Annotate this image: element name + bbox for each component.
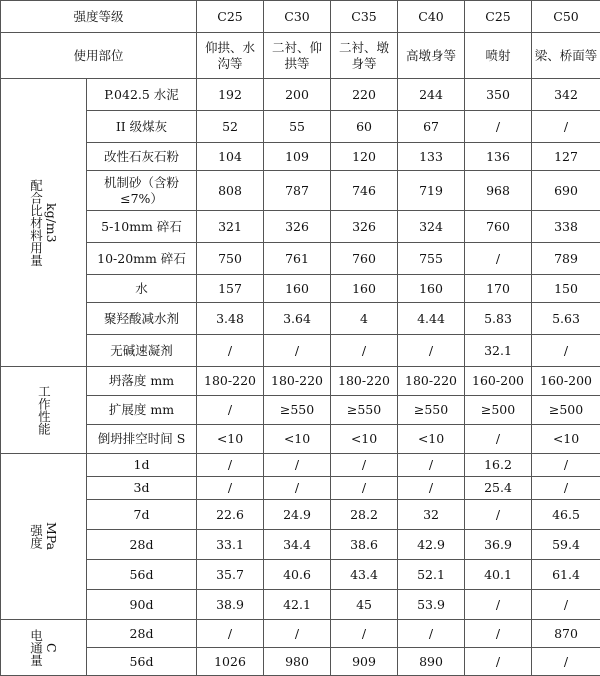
value-cell: / — [465, 243, 532, 275]
row-name: P.042.5 水泥 — [87, 79, 197, 111]
value-cell: 200 — [264, 79, 331, 111]
value-cell: <10 — [398, 425, 465, 454]
table-row — [1, 500, 600, 530]
value-cell: <10 — [532, 425, 600, 454]
grade-label: 强度等级 — [1, 1, 197, 33]
value-cell: / — [465, 425, 532, 454]
value-cell: 52 — [197, 111, 264, 143]
value-cell: 789 — [532, 243, 600, 275]
value-cell: 28.2 — [331, 500, 398, 530]
value-cell: / — [197, 454, 264, 477]
value-cell: 746 — [331, 171, 398, 211]
value-cell: 244 — [398, 79, 465, 111]
row-name: 10-20mm 碎石 — [87, 243, 197, 275]
value-cell: 3.64 — [264, 303, 331, 335]
grade-cell: C30 — [264, 1, 331, 33]
value-cell: 22.6 — [197, 500, 264, 530]
value-cell: 32.1 — [465, 335, 532, 367]
value-cell: 160-200 — [532, 367, 600, 396]
group-label-text: kg/m3 — [44, 203, 60, 243]
value-cell: 4.44 — [398, 303, 465, 335]
value-cell: 324 — [398, 211, 465, 243]
value-cell: 32 — [398, 500, 465, 530]
value-cell: 127 — [532, 143, 600, 171]
row-name: 无碱速凝剂 — [87, 335, 197, 367]
value-cell: / — [331, 620, 398, 648]
value-cell: 719 — [398, 171, 465, 211]
group-label-text: 工作性能 — [36, 385, 52, 435]
value-cell: 350 — [465, 79, 532, 111]
value-cell: 104 — [197, 143, 264, 171]
value-cell: ≥500 — [532, 396, 600, 425]
value-cell: / — [532, 335, 600, 367]
value-cell: 326 — [331, 211, 398, 243]
group-label-text: 强度 — [28, 524, 44, 549]
value-cell: <10 — [331, 425, 398, 454]
row-name: 倒坍排空时间 S — [87, 425, 197, 454]
value-cell: <10 — [264, 425, 331, 454]
grade-cell: C25 — [465, 1, 532, 33]
row-name: 坍落度 mm — [87, 367, 197, 396]
table-row — [1, 560, 600, 590]
value-cell: 60 — [331, 111, 398, 143]
row-name: 56d — [87, 648, 197, 676]
usage-cell: 仰拱、水沟等 — [197, 33, 264, 79]
value-cell: 808 — [197, 171, 264, 211]
value-cell: / — [398, 477, 465, 500]
usage-cell: 二衬、墩身等 — [331, 33, 398, 79]
grade-cell: C50 — [532, 1, 600, 33]
value-cell: / — [331, 335, 398, 367]
value-cell: / — [532, 454, 600, 477]
value-cell: / — [398, 454, 465, 477]
value-cell: 180-220 — [331, 367, 398, 396]
value-cell: 25.4 — [465, 477, 532, 500]
value-cell: 55 — [264, 111, 331, 143]
group-label-wrap — [3, 179, 84, 267]
value-cell: 5.63 — [532, 303, 600, 335]
value-cell: 342 — [532, 79, 600, 111]
value-cell: <10 — [197, 425, 264, 454]
table-row — [1, 620, 600, 648]
group-work-label — [1, 367, 87, 454]
usage-cell: 梁、桥面等 — [532, 33, 600, 79]
value-cell: 890 — [398, 648, 465, 676]
value-cell: 160-200 — [465, 367, 532, 396]
usage-cell: 喷射 — [465, 33, 532, 79]
value-cell: / — [465, 590, 532, 620]
table-row — [1, 143, 600, 171]
value-cell: / — [197, 396, 264, 425]
table-row — [1, 454, 600, 477]
value-cell: 40.6 — [264, 560, 331, 590]
value-cell: / — [532, 648, 600, 676]
value-cell: / — [465, 620, 532, 648]
grade-cell: C40 — [398, 1, 465, 33]
value-cell: 1026 — [197, 648, 264, 676]
group-label-text: 配合比材料用量 — [28, 179, 44, 267]
group-strength-label — [1, 454, 87, 620]
table-row — [1, 530, 600, 560]
table-row — [1, 243, 600, 275]
group-label-text: MPa — [44, 522, 60, 550]
value-cell: 192 — [197, 79, 264, 111]
group-label-wrap — [3, 522, 84, 550]
value-cell: / — [465, 500, 532, 530]
value-cell: 160 — [264, 275, 331, 303]
row-name: 改性石灰石粉 — [87, 143, 197, 171]
table-row — [1, 171, 600, 211]
grade-cell: C35 — [331, 1, 398, 33]
value-cell: 59.4 — [532, 530, 600, 560]
value-cell: 67 — [398, 111, 465, 143]
grade-cell: C25 — [197, 1, 264, 33]
value-cell: / — [465, 111, 532, 143]
value-cell: 53.9 — [398, 590, 465, 620]
value-cell: 338 — [532, 211, 600, 243]
value-cell: 326 — [264, 211, 331, 243]
value-cell: / — [264, 620, 331, 648]
row-name: 56d — [87, 560, 197, 590]
table-body — [1, 1, 600, 676]
row-name: 扩展度 mm — [87, 396, 197, 425]
value-cell: 109 — [264, 143, 331, 171]
value-cell: 787 — [264, 171, 331, 211]
row-name: 28d — [87, 530, 197, 560]
value-cell: 120 — [331, 143, 398, 171]
value-cell: 4 — [331, 303, 398, 335]
value-cell: 755 — [398, 243, 465, 275]
row-name: 1d — [87, 454, 197, 477]
value-cell: 157 — [197, 275, 264, 303]
value-cell: 3.48 — [197, 303, 264, 335]
value-cell: 52.1 — [398, 560, 465, 590]
value-cell: 321 — [197, 211, 264, 243]
value-cell: 42.1 — [264, 590, 331, 620]
value-cell: 46.5 — [532, 500, 600, 530]
value-cell: 61.4 — [532, 560, 600, 590]
row-name: 90d — [87, 590, 197, 620]
value-cell: / — [398, 620, 465, 648]
value-cell: 42.9 — [398, 530, 465, 560]
value-cell: / — [197, 335, 264, 367]
row-name: II 级煤灰 — [87, 111, 197, 143]
value-cell: 43.4 — [331, 560, 398, 590]
value-cell: ≥550 — [398, 396, 465, 425]
value-cell: / — [264, 454, 331, 477]
value-cell: / — [465, 648, 532, 676]
table-row — [1, 648, 600, 676]
value-cell: 38.9 — [197, 590, 264, 620]
value-cell: 180-220 — [398, 367, 465, 396]
table-row — [1, 396, 600, 425]
value-cell: 160 — [331, 275, 398, 303]
table-row — [1, 335, 600, 367]
value-cell: 870 — [532, 620, 600, 648]
value-cell: 36.9 — [465, 530, 532, 560]
value-cell: 150 — [532, 275, 600, 303]
row-name: 机制砂（含粉≤7%） — [87, 171, 197, 211]
value-cell: 170 — [465, 275, 532, 303]
group-label-wrap — [3, 385, 84, 435]
value-cell: / — [331, 477, 398, 500]
table-row — [1, 425, 600, 454]
value-cell: 760 — [331, 243, 398, 275]
value-cell: 133 — [398, 143, 465, 171]
value-cell: 980 — [264, 648, 331, 676]
value-cell: / — [398, 335, 465, 367]
value-cell: 40.1 — [465, 560, 532, 590]
group-label-text: 电通量 — [28, 629, 44, 667]
value-cell: 35.7 — [197, 560, 264, 590]
value-cell: 761 — [264, 243, 331, 275]
value-cell: / — [264, 477, 331, 500]
row-name: 5-10mm 碎石 — [87, 211, 197, 243]
usage-cell: 高墩身等 — [398, 33, 465, 79]
value-cell: / — [532, 477, 600, 500]
table-row — [1, 211, 600, 243]
value-cell: / — [532, 111, 600, 143]
value-cell: ≥550 — [331, 396, 398, 425]
table-row — [1, 79, 600, 111]
value-cell: 38.6 — [331, 530, 398, 560]
row-name: 聚羟酸减水剂 — [87, 303, 197, 335]
value-cell: 34.4 — [264, 530, 331, 560]
value-cell: 16.2 — [465, 454, 532, 477]
value-cell: 180-220 — [197, 367, 264, 396]
usage-cell: 二衬、仰拱等 — [264, 33, 331, 79]
value-cell: ≥550 — [264, 396, 331, 425]
value-cell: 5.83 — [465, 303, 532, 335]
value-cell: ≥500 — [465, 396, 532, 425]
group-label-text: C — [44, 643, 60, 653]
row-name: 28d — [87, 620, 197, 648]
value-cell: / — [331, 454, 398, 477]
value-cell: 45 — [331, 590, 398, 620]
value-cell: / — [197, 620, 264, 648]
usage-header-row — [1, 33, 600, 79]
table-row — [1, 303, 600, 335]
table-row — [1, 477, 600, 500]
table-row — [1, 367, 600, 396]
value-cell: 24.9 — [264, 500, 331, 530]
row-name: 3d — [87, 477, 197, 500]
value-cell: 760 — [465, 211, 532, 243]
usage-label: 使用部位 — [1, 33, 197, 79]
value-cell: / — [532, 590, 600, 620]
value-cell: 690 — [532, 171, 600, 211]
value-cell: 220 — [331, 79, 398, 111]
value-cell: 180-220 — [264, 367, 331, 396]
value-cell: / — [264, 335, 331, 367]
value-cell: 160 — [398, 275, 465, 303]
value-cell: / — [197, 477, 264, 500]
value-cell: 968 — [465, 171, 532, 211]
value-cell: 750 — [197, 243, 264, 275]
group-mix-label — [1, 79, 87, 367]
row-name: 水 — [87, 275, 197, 303]
value-cell: 909 — [331, 648, 398, 676]
grade-header-row — [1, 1, 600, 33]
table-row — [1, 111, 600, 143]
value-cell: 136 — [465, 143, 532, 171]
table-row — [1, 590, 600, 620]
table-row — [1, 275, 600, 303]
row-name: 7d — [87, 500, 197, 530]
value-cell: 33.1 — [197, 530, 264, 560]
